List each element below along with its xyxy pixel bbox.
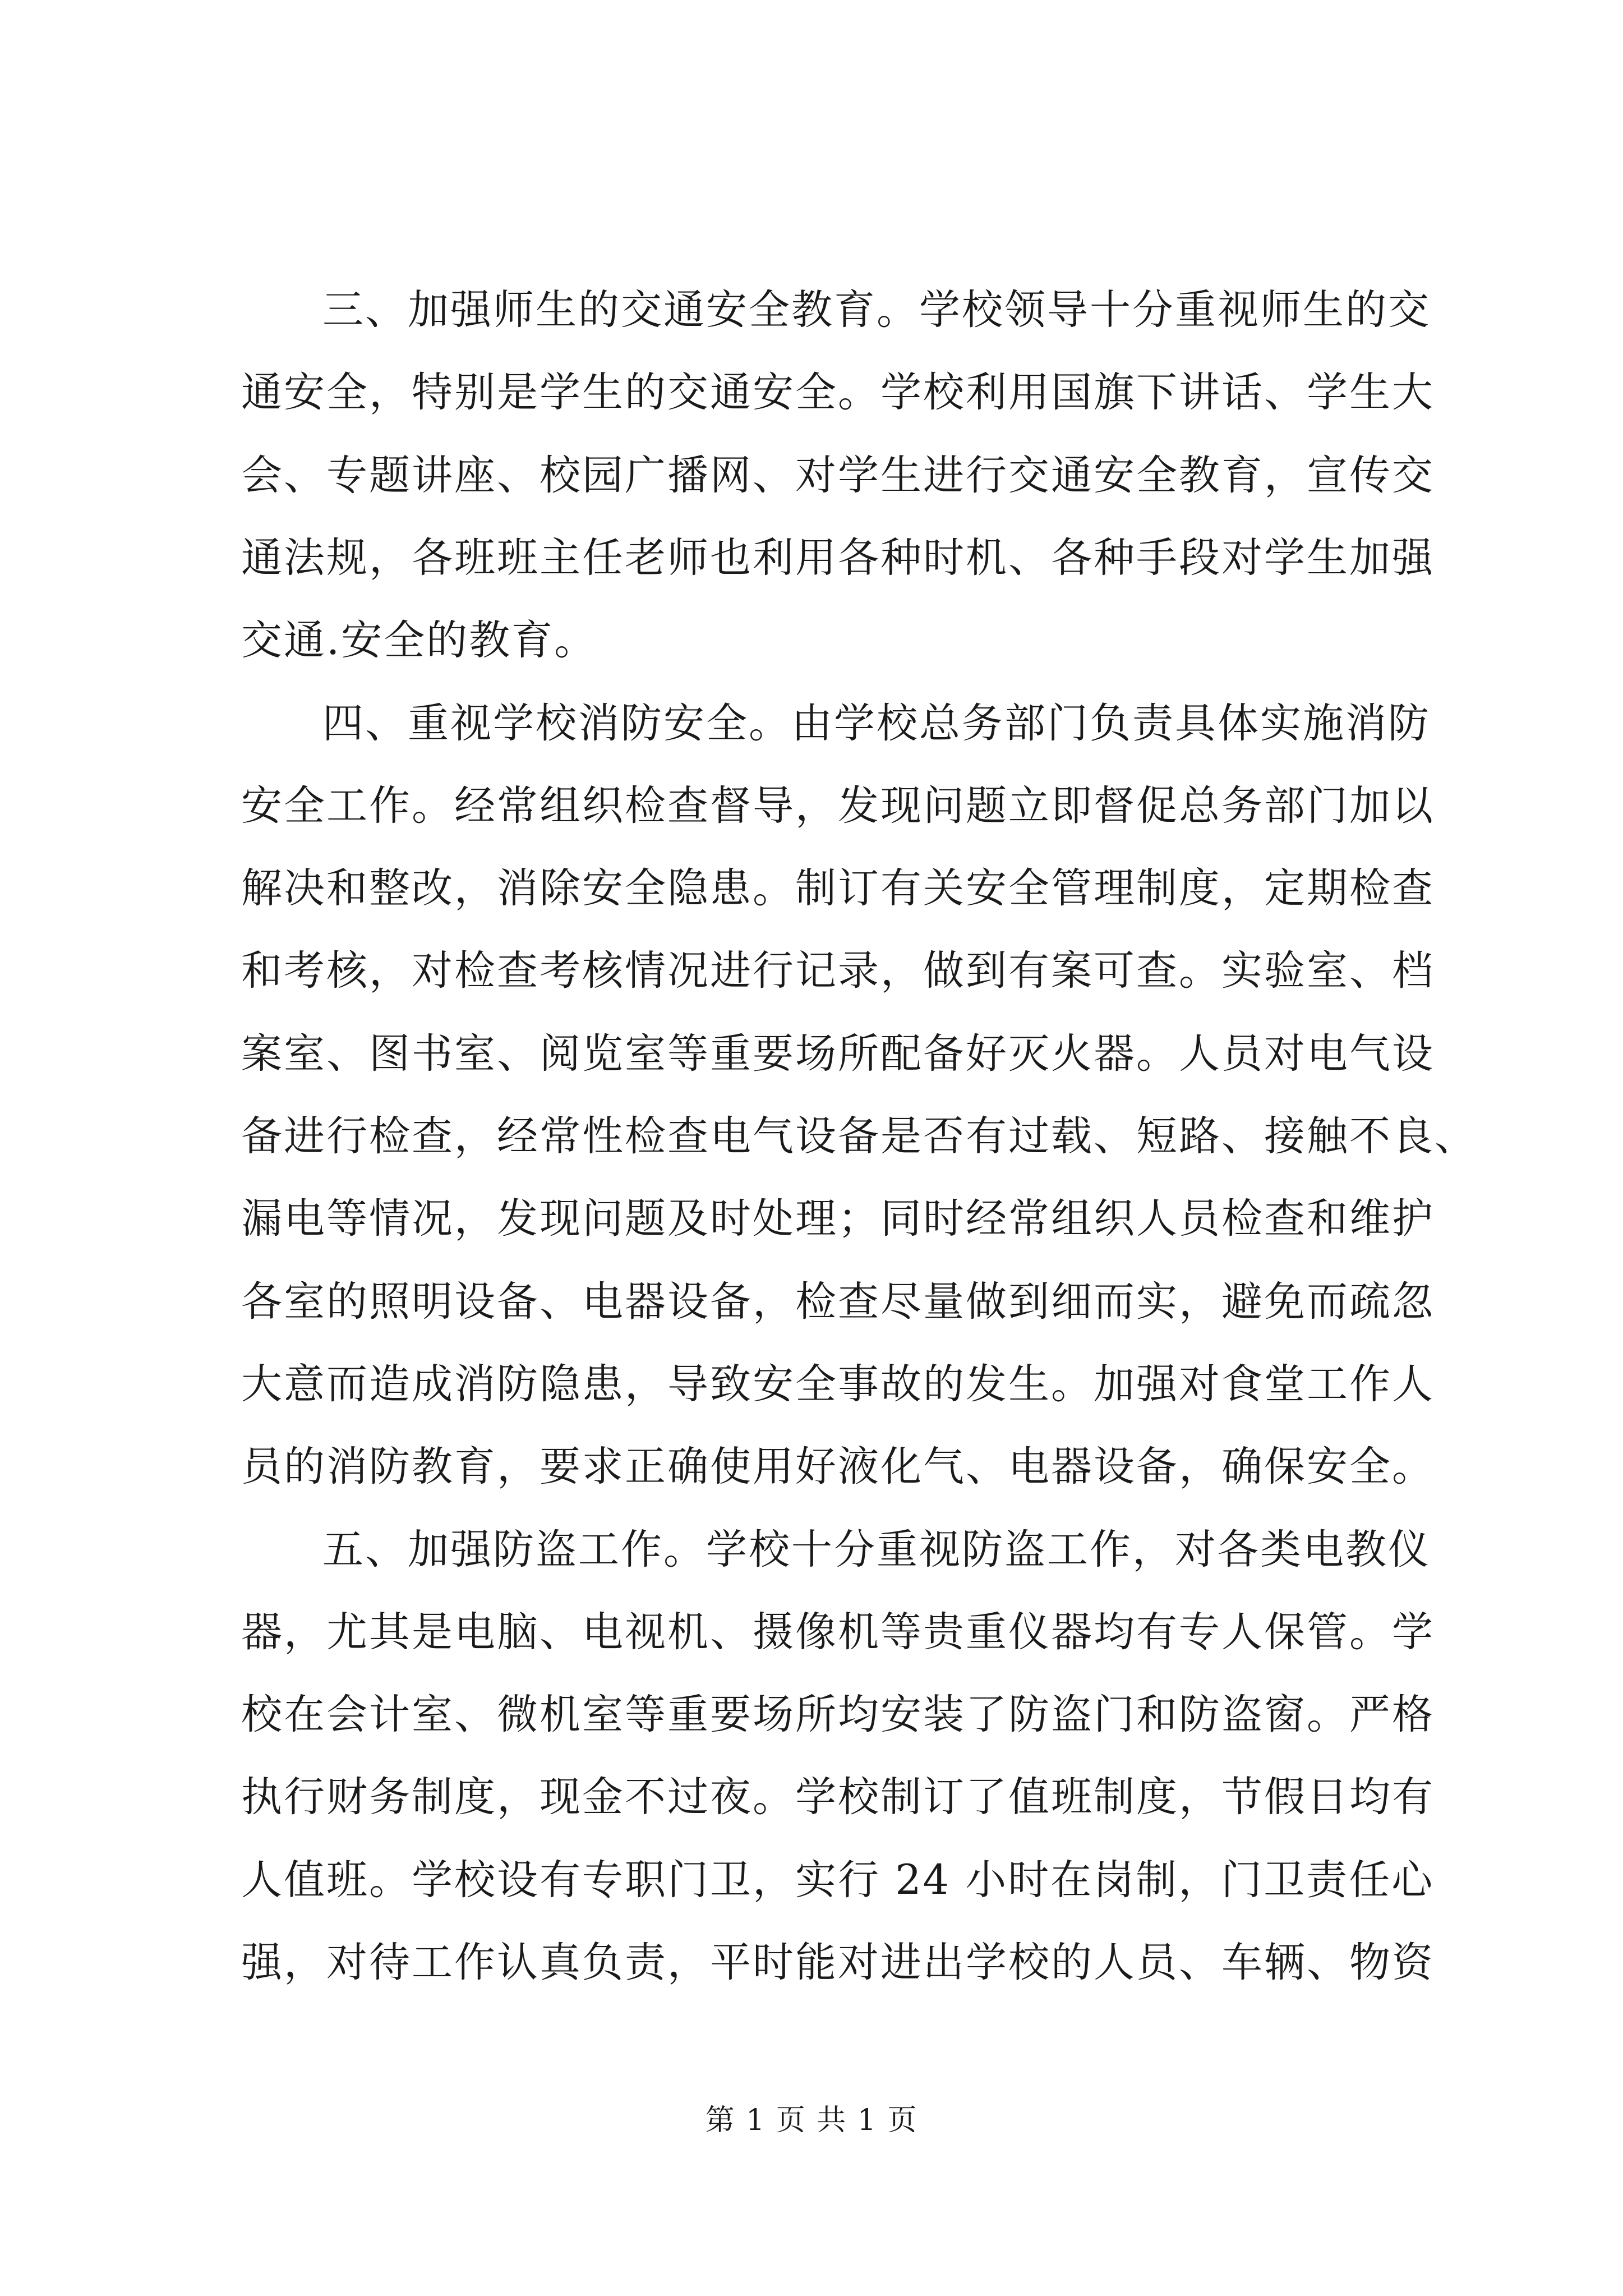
text-line: 通安全，特别是学生的交通安全。学校利用国旗下讲话、学生大 <box>241 369 1435 416</box>
text-line: 校在会计室、微机室等重要场所均安装了防盗门和防盗窗。严格 <box>241 1691 1435 1738</box>
text-line: 五、加强防盗工作。学校十分重视防盗工作，对各类电教仪 <box>322 1526 1431 1573</box>
text-line: 各室的照明设备、电器设备，检查尽量做到细而实，避免而疏忽 <box>241 1278 1435 1326</box>
text-line: 案室、图书室、阅览室等重要场所配备好灭火器。人员对电气设 <box>241 1030 1435 1078</box>
text-line: 器，尤其是电脑、电视机、摄像机等贵重仪器均有专人保管。学 <box>241 1608 1435 1656</box>
text-line: 四、重视学校消防安全。由学校总务部门负责具体实施消防 <box>322 700 1431 747</box>
text-line: 通法规，各班班主任老师也利用各种时机、各种手段对学生加强 <box>241 534 1435 582</box>
text-line: 人值班。学校设有专职门卫，实行 24 小时在岗制，门卫责任心 <box>241 1856 1435 1904</box>
text-line: 员的消防教育，要求正确使用好液化气、电器设备，确保安全。 <box>241 1443 1435 1490</box>
text-line: 强，对待工作认真负责，平时能对进出学校的人员、车辆、物资 <box>241 1939 1435 1986</box>
text-line: 安全工作。经常组织检查督导，发现问题立即督促总务部门加以 <box>241 782 1435 830</box>
page-footer: 第 1 页 共 1 页 <box>705 2104 918 2137</box>
text-line: 大意而造成消防隐患，导致安全事故的发生。加强对食堂工作人 <box>241 1360 1435 1408</box>
text-line: 交通.安全的教育。 <box>241 616 597 664</box>
text-line: 漏电等情况，发现问题及时处理；同时经常组织人员检查和维护 <box>241 1195 1435 1243</box>
text-line: 备进行检查，经常性检查电气设备是否有过载、短路、接触不良、 <box>241 1112 1477 1160</box>
text-line: 解决和整改，消除安全隐患。制订有关安全管理制度，定期检查 <box>241 864 1435 912</box>
text-line: 执行财务制度，现金不过夜。学校制订了值班制度，节假日均有 <box>241 1773 1435 1821</box>
text-line: 和考核，对检查考核情况进行记录，做到有案可查。实验室、档 <box>241 947 1435 995</box>
text-line: 会、专题讲座、校园广播网、对学生进行交通安全教育，宣传交 <box>241 452 1435 499</box>
text-line: 三、加强师生的交通安全教育。学校领导十分重视师生的交 <box>322 286 1431 334</box>
